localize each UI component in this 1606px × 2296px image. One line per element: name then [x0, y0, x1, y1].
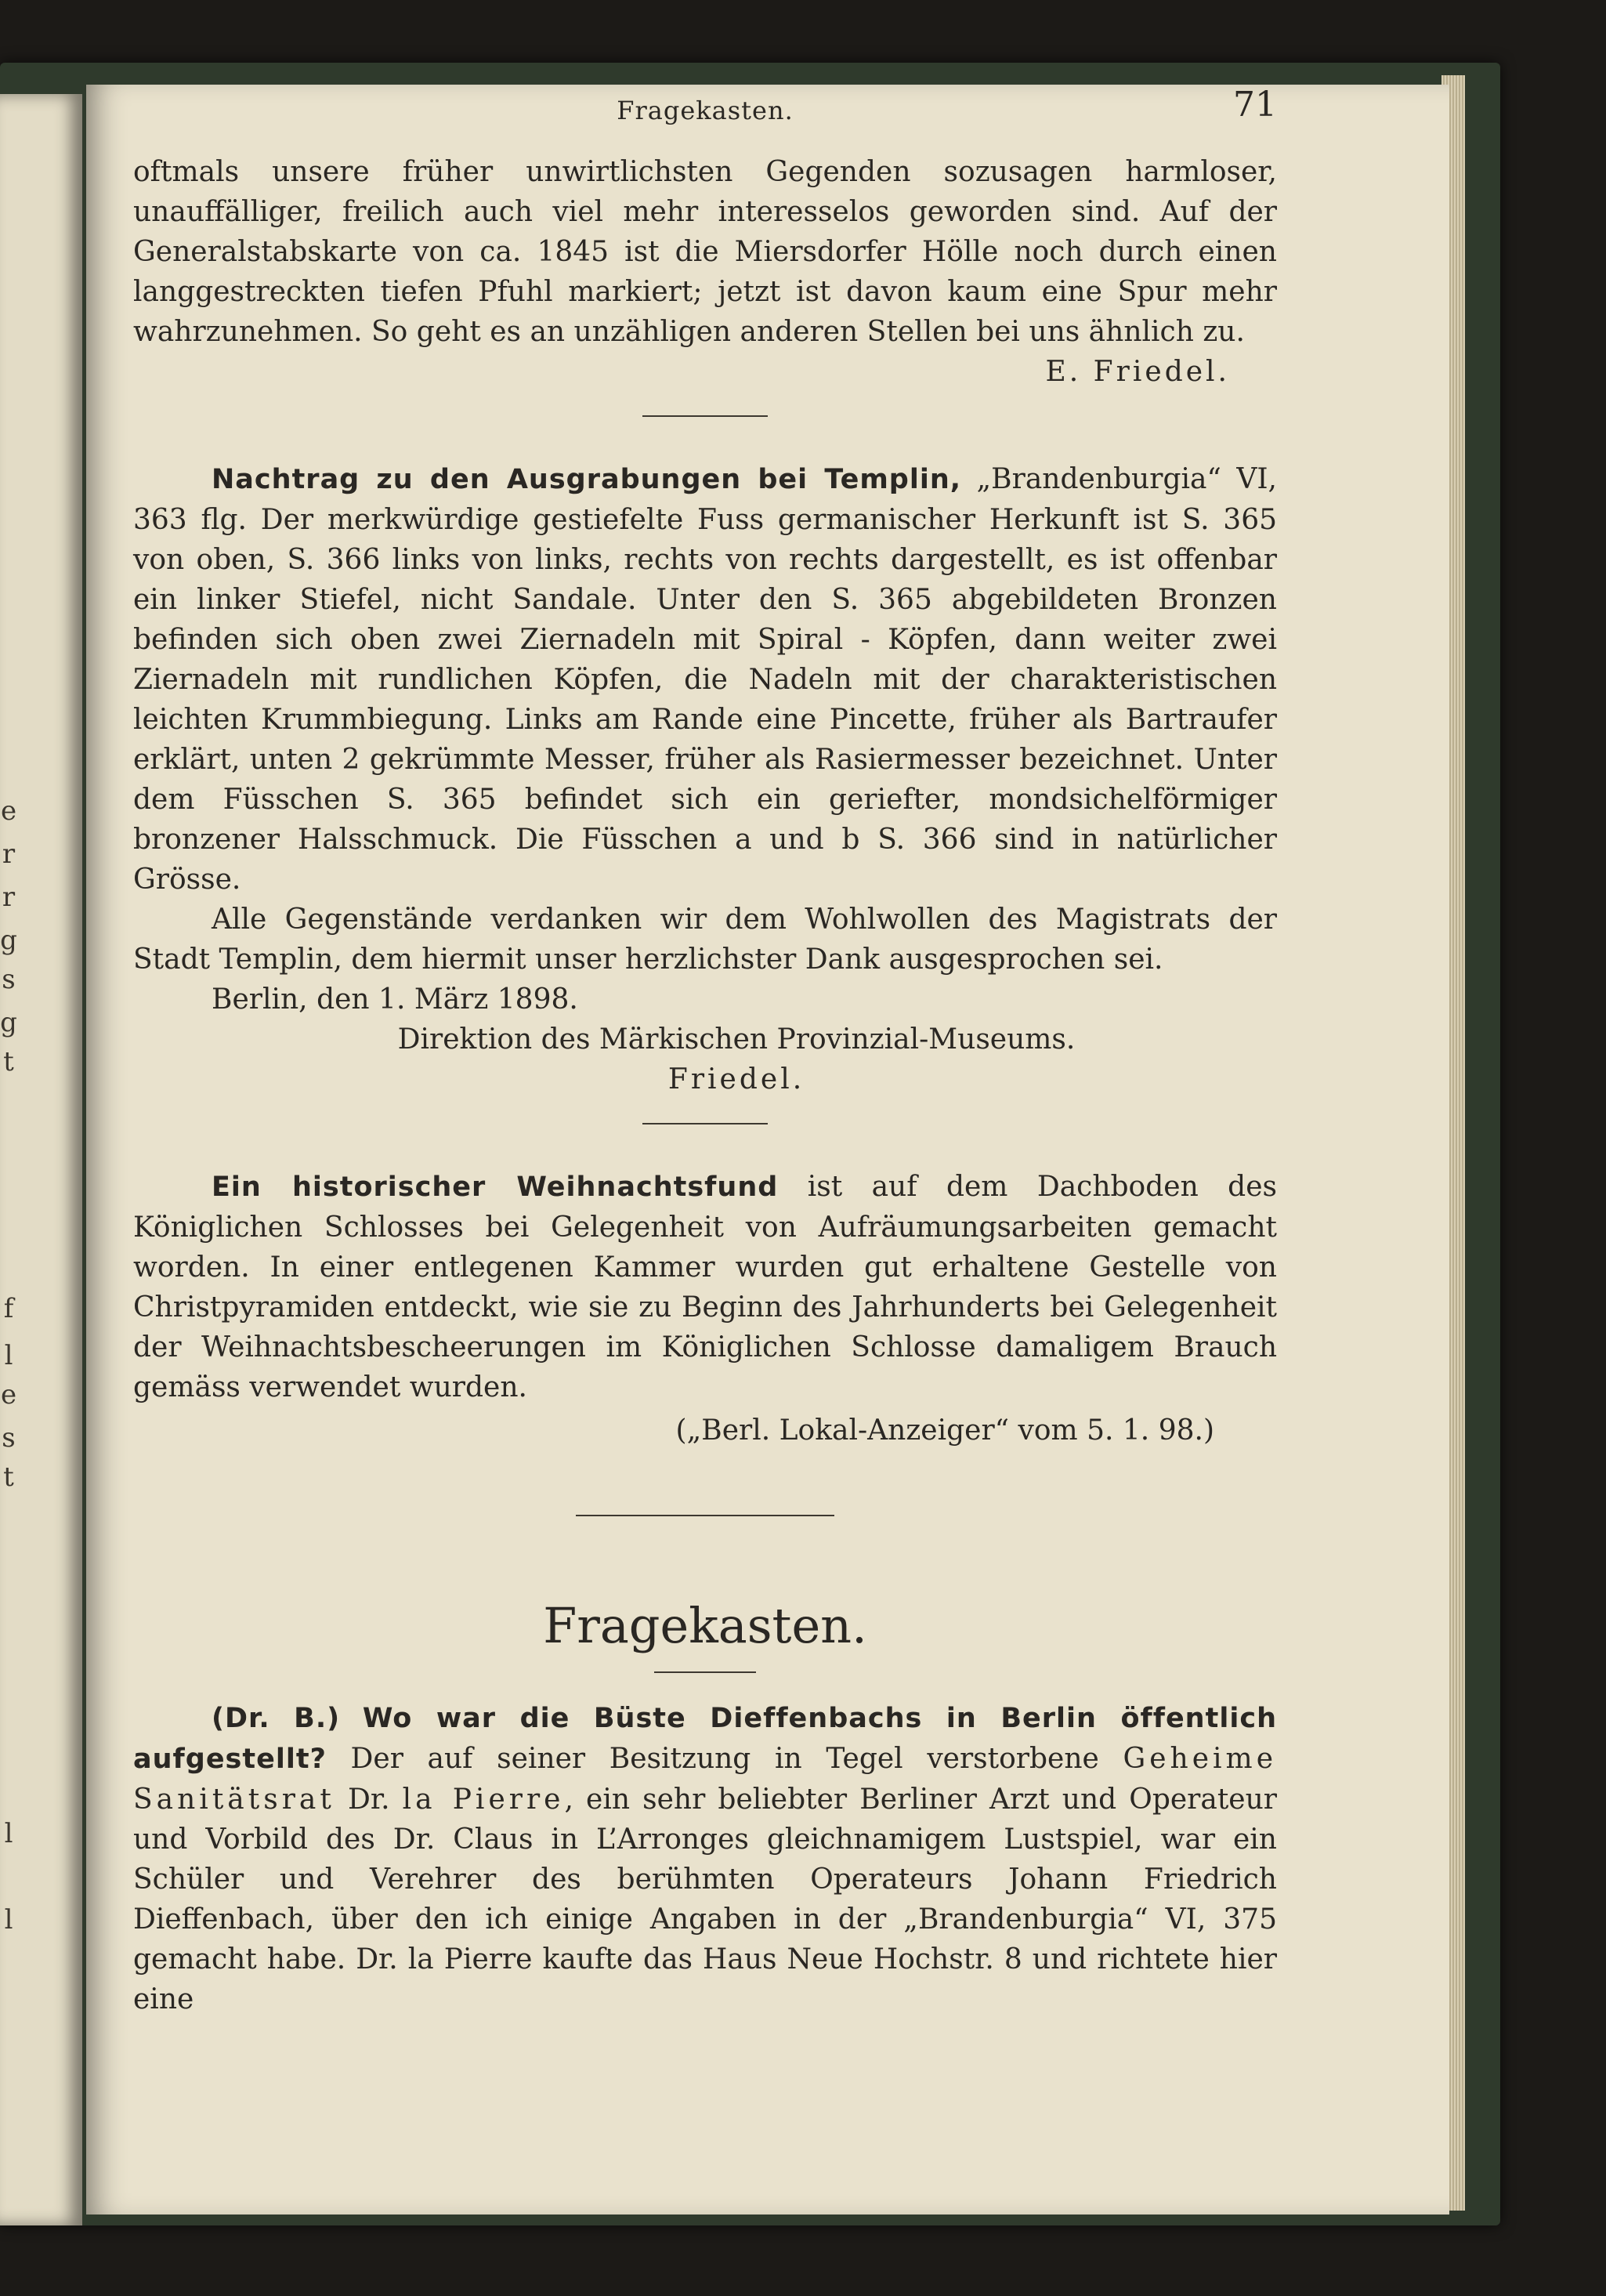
left-page-fragment: e — [0, 795, 17, 827]
question-heading: Wo war die Büste Dieffenbachs in Berlin öffentlich aufgestellt? — [133, 1703, 1277, 1775]
left-page-fragment: g — [0, 1007, 17, 1038]
page-content — [133, 85, 1277, 2019]
question-name-2: la Pierre — [402, 1784, 565, 1816]
weihnacht-heading: Ein historischer Weihnachtsfund — [212, 1172, 779, 1203]
page-number: 71 — [1233, 85, 1277, 125]
page-header — [133, 85, 1277, 132]
nachtrag-heading: Nachtrag zu den Ausgrabungen bei Templin, — [212, 464, 962, 495]
question-paragraph — [133, 1698, 1277, 2019]
paragraph-continued: oftmals unsere früher unwirtlichsten Gegenden sozusagen harmloser, unauffälliger, freilich auch viel mehr interesselos geworden sind. Auf der Generalstabskarte von ca. 1845 ist die Miersdorfer Hölle noch durch einen langgestreckten tiefen Pfuhl markiert; jetzt ist davon kaum eine Spur mehr wahrzunehmen. So geht es an unzähligen anderen Stellen bei uns ähnlich zu. — [133, 156, 1277, 348]
section-divider — [642, 1123, 768, 1124]
nachtrag-direction: Direktion des Märkischen Provinzial-Museums. — [397, 1023, 1076, 1056]
left-page-fragment: t — [3, 1046, 14, 1077]
left-page-fragment: s — [2, 964, 16, 995]
question-asker: (Dr. B.) — [212, 1703, 341, 1734]
left-page-fragment: r — [2, 882, 16, 913]
left-page-fragment: l — [4, 1818, 13, 1849]
nachtrag-paragraph — [133, 459, 1277, 900]
weihnacht-text: ist auf dem Dachboden des Königlichen Schlosses bei Gelegenheit von Aufräumungsarbeiten gemacht worden. In einer entlegenen Kammer wurden gut erhaltene Gestelle von Christpyramiden entdeckt, wie sie zu Beginn des Jahrhunderts bei Gelegenheit der Weihnachtsbescheerungen im Königlichen Schlosse damaligem Brauch gemäss verwendet wurden. — [133, 1171, 1278, 1403]
title-underline — [654, 1671, 756, 1673]
section-title: Fragekasten. — [543, 1597, 867, 1654]
nachtrag-signature: Friedel. — [667, 1063, 805, 1095]
nachtrag-date: Berlin, den 1. März 1898. — [212, 983, 578, 1016]
left-page-fragment: s — [2, 1422, 16, 1454]
left-page-fragment: l — [4, 1340, 13, 1371]
question-text-2: Dr. — [335, 1784, 403, 1816]
nachtrag-thanks: Alle Gegenstände verdanken wir dem Wohlwollen des Magistrats der Stadt Templin, dem hiermit unser herzlichster Dank ausgesprochen sei. — [133, 904, 1277, 976]
question-name-1: Geheime Sanitätsrat — [133, 1743, 1277, 1816]
nachtrag-text: „Brandenburgia“ VI, 363 flg. Der merkwürdige gestiefelte Fuss germanischer Herkunft ist S. 365 von oben, S. 366 links von links, rechts von rechts dargestellt, es ist offenbar ein linker Stiefel, nicht Sandale. Unter den S. 365 abgebildeten Bronzen befinden sich oben zwei Ziernadeln mit Spiral - Köpfen, dann weiter zwei Ziernadeln mit rundlichen Köpfen, die Nadeln mit der charakteristischen leichten Krummbiegung. Links am Rande eine Pincette, früher als Bartraufer erklärt, unten 2 gekrümmte Messer, früher als Rasiermesser bezeichnet. Unter dem Füsschen S. 365 befindet sich ein geriefter, mondsichelförmiger bronzener Halsschmuck. Die Füsschen a und b S. 366 sind in natürlicher Grösse. — [133, 463, 1277, 896]
left-page-fragment: g — [0, 925, 17, 956]
left-page-edge — [0, 94, 82, 2225]
signature-friedel-1: E. Friedel. — [1045, 356, 1230, 388]
section-divider — [642, 415, 768, 417]
left-page-fragment: l — [4, 1904, 13, 1936]
question-text-1: Der auf seiner Besitzung in Tegel verstorbene — [326, 1743, 1123, 1775]
left-page-fragment: t — [3, 1461, 14, 1493]
weihnacht-paragraph — [133, 1167, 1277, 1407]
question-text-3: , ein sehr beliebter Berliner Arzt und Operateur und Vorbild des Dr. Claus in L’Arronges gleichnamigem Lustspiel, war ein Schüler und Verehrer des berühmten Operateurs Johann Friedrich Dieffenbach, über den ich einige Angaben in der „Brandenburgia“ VI, 375 gemacht habe. Dr. la Pierre kaufte das Haus Neue Hochstr. 8 und richtete hier eine — [133, 1784, 1278, 2015]
left-page-fragment: e — [0, 1379, 17, 1411]
left-page-fragment: f — [3, 1293, 14, 1324]
section-divider — [576, 1515, 834, 1516]
running-head: Fragekasten. — [617, 96, 794, 125]
left-page-fragment: r — [2, 838, 16, 870]
weihnacht-source: („Berl. Lokal-Anzeiger“ vom 5. 1. 98.) — [675, 1414, 1214, 1447]
